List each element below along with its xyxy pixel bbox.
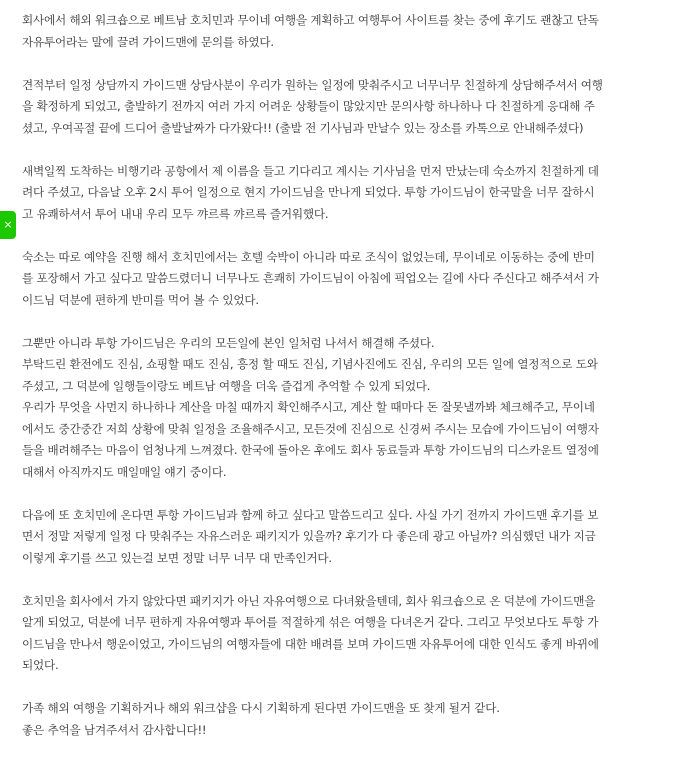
text-line: 회사에서 해외 워크숍으로 베트남 호치민과 무이네 여행을 계획하고 여행투어 사이트를 찾는 중에 후기도 괜찮고 단독 — [22, 13, 599, 27]
text-line: 다음에 또 호치민에 온다면 투항 가이드님과 함께 하고 싶다고 말씀드리고 싶다. 사실 가기 전까지 가이드맨 후기를 보 — [22, 507, 599, 522]
text-line: 이드님을 만나서 행운이었고, 가이드님의 여행자들에 대한 배려를 보며 가이드맨 자유투어에 대한 인식도 좋게 바뀌에 — [22, 636, 599, 651]
paragraph-closing — [22, 698, 670, 741]
text-line: 이드님 덕분에 편하게 반미를 먹어 볼 수 있었다. — [22, 292, 259, 307]
text-line: 이렇게 후기를 쓰고 있는걸 보면 정말 너무 너무 대 만족인거다. — [22, 550, 332, 565]
text-line: 견적부터 일정 상담까지 가이드맨 상담사분이 우리가 원하는 일정에 맞춰주시고 너무너무 친절하게 상담해주셔서 여행 — [22, 77, 603, 92]
text-line: 에서도 중간중간 저희 상황에 맞춰 일정을 조율해주시고, 모든것에 진심으로 신경써 주시는 모습에 가이드님이 여행자 — [22, 421, 599, 436]
side-close-tab[interactable] — [0, 211, 16, 239]
text-line: 대해서 아직까지도 매일매일 얘기 중이다. — [22, 464, 227, 479]
text-line: 려다 주셨고, 다음날 오후 2시 투어 일정으로 현지 가이드님을 만나게 되었다. 투항 가이드님이 한국말을 너무 잘하시 — [22, 185, 595, 199]
paragraph-booking — [22, 75, 670, 140]
paragraph-recommend — [22, 505, 670, 570]
text-line: 자유투어라는 말에 끌려 가이드맨에 문의를 하였다. — [22, 34, 274, 49]
text-line: 알게 되었고, 덕분에 너무 편하게 자유여행과 투어를 적절하게 섞은 여행을 다녀온거 같다. 그리고 무엇보다도 투항 가 — [22, 615, 599, 629]
text-line: 를 포장해서 가고 싶다고 말씀드렸더니 너무나도 흔쾌히 가이드님이 아침에 픽업오는 길에 사다 주신다고 해주셔서 가 — [22, 271, 599, 285]
text-line: 호치민을 회사에서 가지 않았다면 패키지가 아닌 자유여행으로 다녀왔을텐데, 회사 워크숍으로 온 덕분에 가이드맨을 — [22, 593, 596, 608]
paragraph-guide — [22, 333, 670, 484]
text-line: 을 확정하게 되었고, 출발하기 전까지 여러 가지 어려운 상황들이 많았지만 문의사항 하나하나 다 친절하게 응대해 주 — [22, 99, 595, 113]
close-icon: × — [3, 218, 13, 231]
paragraph-summary — [22, 591, 670, 677]
paragraph-intro — [22, 10, 670, 53]
text-line: 좋은 추억을 남겨주셔서 감사합니다!! — [22, 722, 207, 737]
paragraph-lodging — [22, 247, 670, 312]
text-line: 면서 정말 저렇게 일정 다 맞춰주는 자유스러운 패키지가 있을까? 후기가 다 좋은데 광고 아닐까? 의심했던 내가 지금 — [22, 529, 596, 543]
text-line: 셨고, 우여곡절 끝에 드디어 출발날짜가 다가왔다!! (출발 전 기사님과 만날수 있는 장소를 카톡으로 안내해주셨다) — [22, 120, 584, 135]
text-line: 숙소는 따로 예약을 진행 해서 호치민에서는 호텔 숙박이 아니라 따로 조식이 없었는데, 무이네로 이동하는 중에 반미 — [22, 249, 595, 264]
text-line: 들을 배려해주는 마음이 엄청나게 느껴졌다. 한국에 돌아온 후에도 회사 동료들과 투항 가이드님의 디스카운트 열정에 — [22, 443, 599, 457]
text-line: 주셨고, 그 덕분에 일행들이랑도 베트남 여행을 더욱 즐겁게 추억할 수 있게 되었다. — [22, 378, 431, 393]
text-line: 그뿐만 아니라 투항 가이드님은 우리의 모든일에 본인 일처럼 나셔서 해결해 주셨다. — [22, 335, 435, 350]
text-line: 고 유쾌하셔서 투어 내내 우리 모두 꺄르륵 꺄르륵 즐거워했다. — [22, 206, 329, 221]
text-line: 부탁드린 환전에도 진심, 쇼핑할 때도 진심, 흥정 할 때도 진심, 기념사진에도 진심, 우리의 모든 일에 열정적으로 도와 — [22, 357, 598, 371]
text-line: 되었다. — [22, 658, 59, 672]
paragraph-arrival — [22, 161, 670, 226]
review-article — [22, 10, 670, 763]
text-line: 새벽일찍 도착하는 비행기라 공항에서 제 이름을 들고 기다리고 계시는 기사님을 먼저 만났는데 숙소까지 친절하게 데 — [22, 163, 599, 178]
text-line: 우리가 무엇을 사먼지 하나하나 계산을 마칠 때까지 확인해주시고, 계산 할 때마다 돈 잘못낼까봐 체크해주고, 무이네 — [22, 400, 595, 414]
text-line: 가족 해외 여행을 기획하거나 해외 워크샵을 다시 기획하게 된다면 가이드맨을 또 찾게 될거 같다. — [22, 701, 500, 715]
